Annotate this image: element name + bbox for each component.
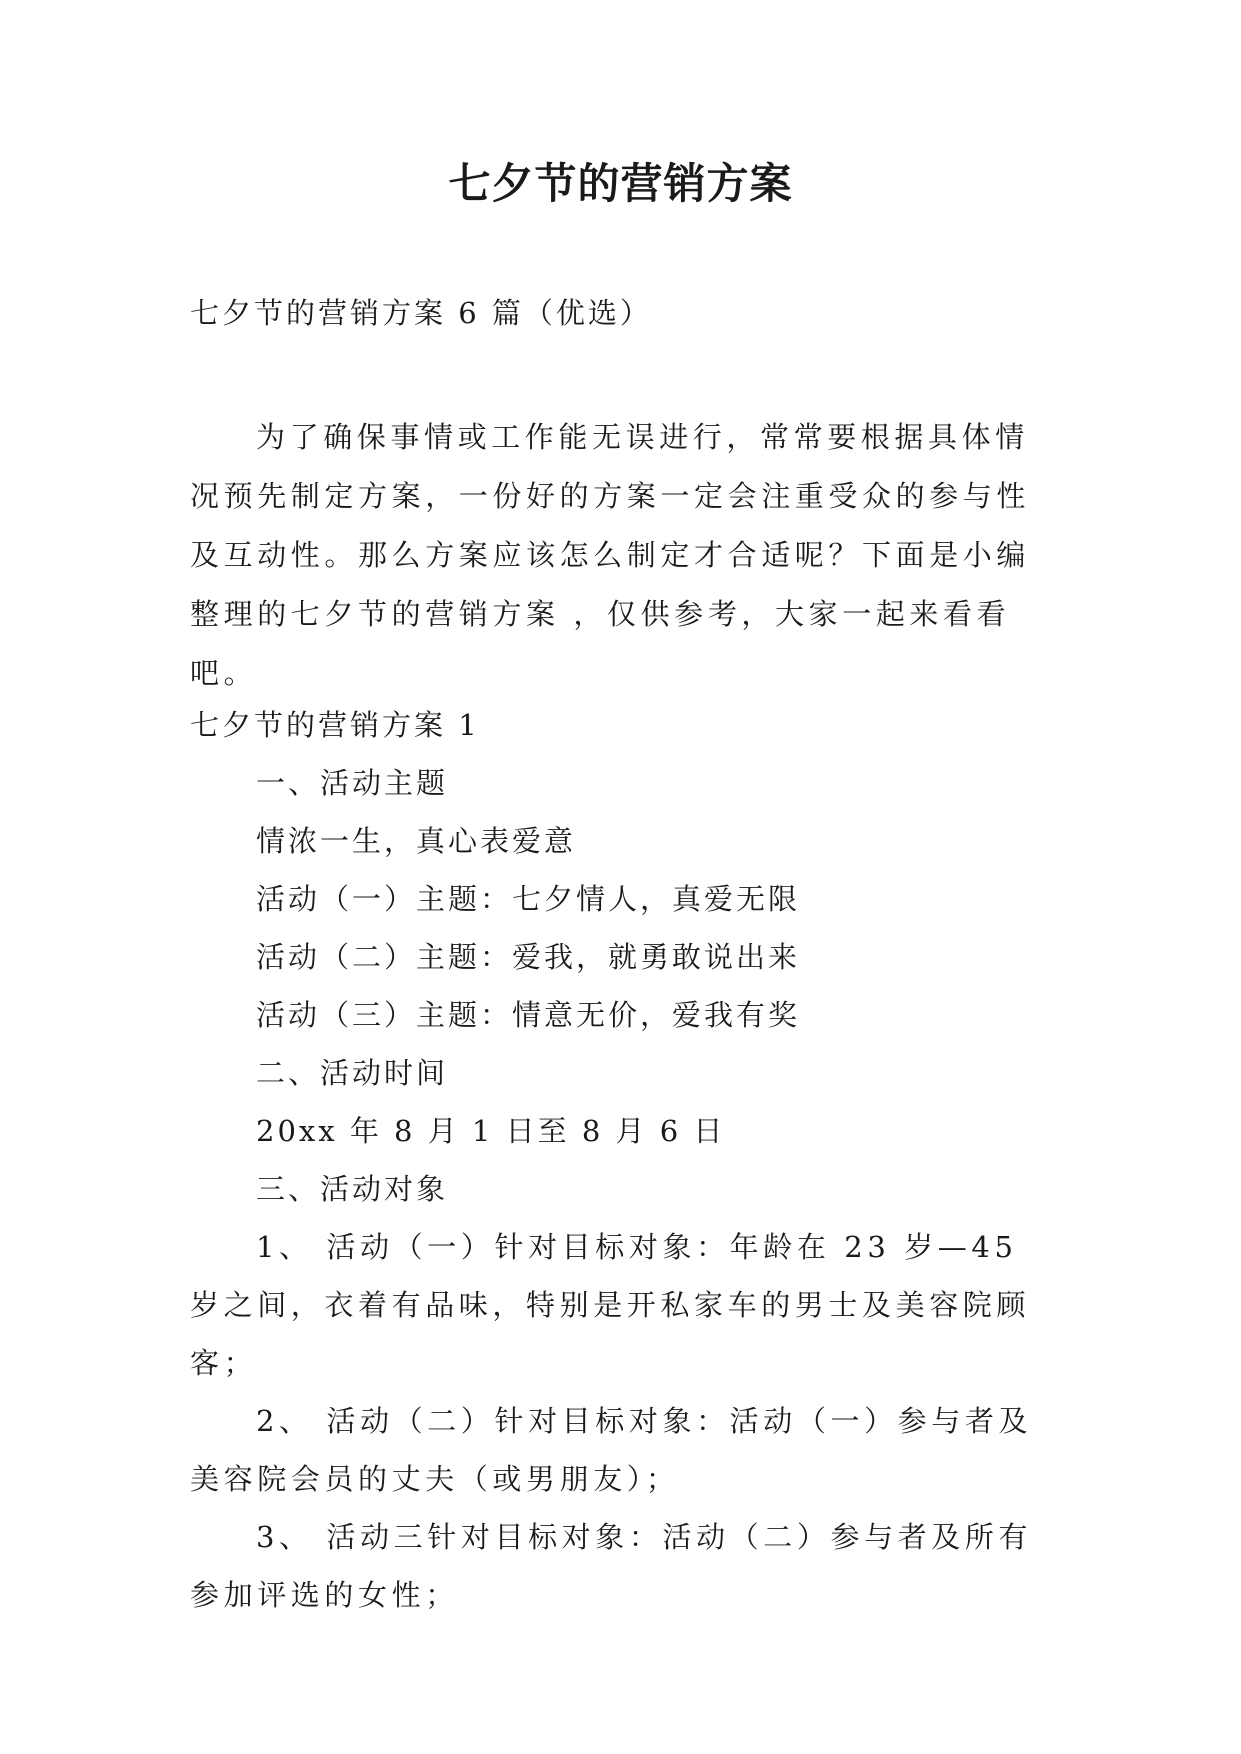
time-value: 20xx 年 8 月 1 日至 8 月 6 日 bbox=[256, 1114, 726, 1148]
section-heading: 七夕节的营销方案 1 bbox=[190, 708, 480, 742]
time-heading: 二、活动时间 bbox=[256, 1056, 449, 1090]
target-heading: 三、活动对象 bbox=[256, 1172, 449, 1206]
activity-1-theme: 活动（一）主题：七夕情人，真爱无限 bbox=[256, 882, 801, 916]
intro-paragraph: 为了确保事情或工作能无误进行，常常要根据具体情况预先制定方案，一份好的方案一定会注重受众的参与性及互动性。那么方案应该怎么制定才合适呢？下面是小编整理的七夕节的营销方案 ，仅供参考，大家一起来看看吧。 bbox=[190, 420, 1031, 690]
theme-slogan: 情浓一生，真心表爱意 bbox=[256, 824, 577, 858]
target-item-2: 2、 活动（二）针对目标对象：活动（一）参与者及美容院会员的丈夫（或男朋友）； bbox=[190, 1404, 1033, 1496]
page-title: 七夕节的营销方案 bbox=[448, 159, 793, 208]
theme-heading: 一、活动主题 bbox=[256, 766, 449, 800]
target-item-1: 1、 活动（一）针对目标对象：年龄在 23 岁—45 岁之间，衣着有品味，特别是开私家车的男士及美容院顾客； bbox=[190, 1230, 1031, 1380]
target-item-3: 3、 活动三针对目标对象：活动（二）参与者及所有参加评选的女性； bbox=[190, 1520, 1033, 1612]
activity-2-theme: 活动（二）主题：爱我，就勇敢说出来 bbox=[256, 940, 801, 974]
section-1 bbox=[190, 696, 1060, 1624]
subtitle: 七夕节的营销方案 6 篇（优选） bbox=[190, 296, 652, 330]
activity-3-theme: 活动（三）主题：情意无价，爱我有奖 bbox=[256, 998, 801, 1032]
